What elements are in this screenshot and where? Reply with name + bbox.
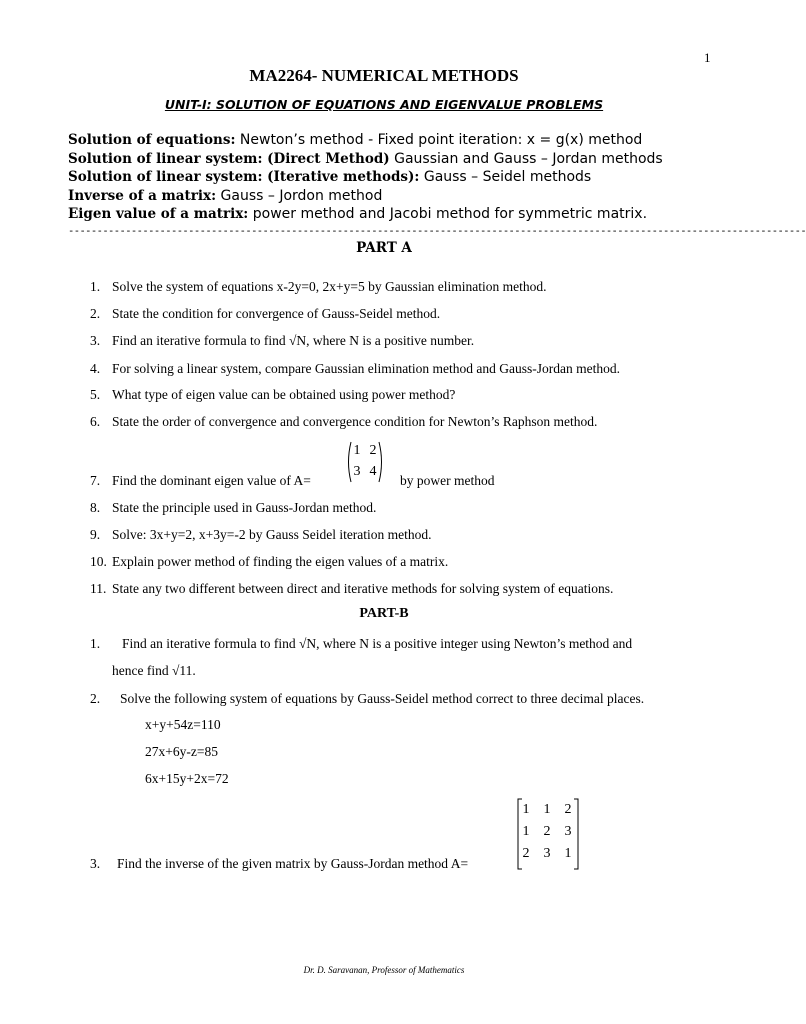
question-item (90, 527, 432, 543)
topic-row (68, 168, 663, 187)
question-number: 3. (90, 333, 101, 348)
topic-row (68, 131, 663, 150)
question-text: Find the inverse of the given matrix by Gauss-Jordan method A= (117, 856, 469, 871)
matrix-cell: 2 (522, 846, 530, 861)
question-continuation: hence find √11. (112, 663, 196, 678)
equation-line: 6x+15y+2x=72 (145, 771, 229, 786)
question-item (90, 473, 311, 489)
page-number: 1 (704, 50, 711, 65)
page-footer: Dr. D. Saravanan, Professor of Mathematics (303, 965, 465, 975)
topic-row (68, 187, 663, 206)
question-item (90, 500, 376, 516)
matrix-cell: 2 (543, 824, 551, 839)
matrix-cell: 2 (369, 443, 377, 458)
question-text: Find an iterative formula to find √N, where N is a positive number. (112, 333, 475, 348)
question-text: State any two different between direct and iterative methods for solving system of equations. (112, 581, 614, 596)
question-text: State the order of convergence and convergence condition for Newton’s Raphson method. (112, 414, 598, 429)
question-number: 3. (90, 856, 101, 871)
question-text: What type of eigen value can be obtained using power method? (112, 387, 456, 402)
matrix-cell: 3 (564, 824, 572, 839)
topic-label: Solution of equations: (68, 132, 236, 148)
question-item (90, 581, 613, 597)
unit-heading: UNIT-I: SOLUTION OF EQUATIONS AND EIGENVALUE PROBLEMS (164, 97, 604, 112)
question-item (90, 279, 547, 295)
topic-text: power method and Jacobi method for symmetric matrix. (248, 206, 648, 222)
question-number: 2. (90, 306, 101, 321)
matrix-cell: 1 (353, 443, 361, 458)
document-title: MA2264- NUMERICAL METHODS (249, 66, 519, 85)
question-text: Explain power method of finding the eigen values of a matrix. (112, 554, 449, 569)
question-number: 10. (90, 554, 107, 569)
matrix-cell: 2 (564, 802, 572, 817)
syllabus-topics (68, 131, 663, 224)
question-number: 4. (90, 361, 101, 376)
part-a-heading: PART A (356, 240, 412, 256)
question-item (90, 856, 468, 872)
question-number: 2. (90, 691, 101, 706)
matrix-q3 (515, 798, 581, 870)
question-item (90, 361, 620, 377)
question-text: For solving a linear system, compare Gaussian elimination method and Gauss-Jordan method. (112, 361, 621, 376)
matrix-cell: 1 (522, 802, 530, 817)
question-number: 8. (90, 500, 101, 515)
topic-row (68, 150, 663, 169)
question-text: Solve the following system of equations by Gauss-Seidel method correct to three decimal places. (120, 691, 645, 706)
question-number: 6. (90, 414, 101, 429)
topic-text: Gaussian and Gauss – Jordan methods (389, 150, 663, 167)
matrix-cell: 1 (543, 802, 551, 817)
topic-label: Solution of linear system: (Direct Method) (68, 150, 390, 167)
topic-text: Newton’s method - Fixed point iteration: x = g(x) method (235, 132, 643, 148)
matrix-cell: 4 (369, 464, 377, 479)
matrix-q7 (345, 440, 385, 484)
question-text: Solve the system of equations x-2y=0, 2x+y=5 by Gaussian elimination method. (112, 279, 547, 294)
matrix-cell: 1 (522, 824, 530, 839)
topic-label: Inverse of a matrix: (68, 187, 217, 204)
question-number: 1. (90, 636, 101, 651)
question-item (90, 691, 644, 707)
question-text: Solve: 3x+y=2, x+3y=-2 by Gauss Seidel iteration method. (112, 527, 432, 542)
question-number: 1. (90, 279, 101, 294)
question-item (90, 333, 474, 349)
question-item (90, 636, 632, 652)
question-number: 11. (90, 581, 107, 596)
matrix-cell: 3 (353, 464, 361, 479)
question-text: State the principle used in Gauss-Jordan method. (112, 500, 377, 515)
question-text: Find an iterative formula to find √N, where N is a positive integer using Newton’s method and (122, 636, 633, 651)
question-suffix: by power method (400, 473, 495, 488)
question-text: Find the dominant eigen value of A= (112, 473, 311, 488)
question-text: State the condition for convergence of Gauss-Seidel method. (112, 306, 441, 321)
topic-label: Solution of linear system: (Iterative methods): (68, 169, 420, 185)
matrix-cell: 1 (564, 846, 572, 861)
question-number: 5. (90, 387, 101, 402)
part-b-heading: PART-B (359, 606, 409, 621)
equation-line: x+y+54z=110 (145, 717, 221, 732)
question-item (90, 414, 597, 430)
topic-row (68, 205, 663, 224)
topic-label: Eigen value of a matrix: (68, 206, 249, 222)
matrix-cell: 3 (543, 846, 551, 861)
dashed-divider: --------------------------------------------------------------------------------------------------------------------------------- (68, 225, 806, 237)
equation-line: 27x+6y-z=85 (145, 744, 218, 759)
question-item (90, 554, 448, 570)
question-number: 7. (90, 473, 101, 488)
topic-text: Gauss – Seidel methods (419, 169, 592, 185)
question-number: 9. (90, 527, 101, 542)
question-item (90, 387, 455, 403)
question-item (90, 306, 440, 322)
topic-text: Gauss – Jordon method (216, 187, 383, 204)
